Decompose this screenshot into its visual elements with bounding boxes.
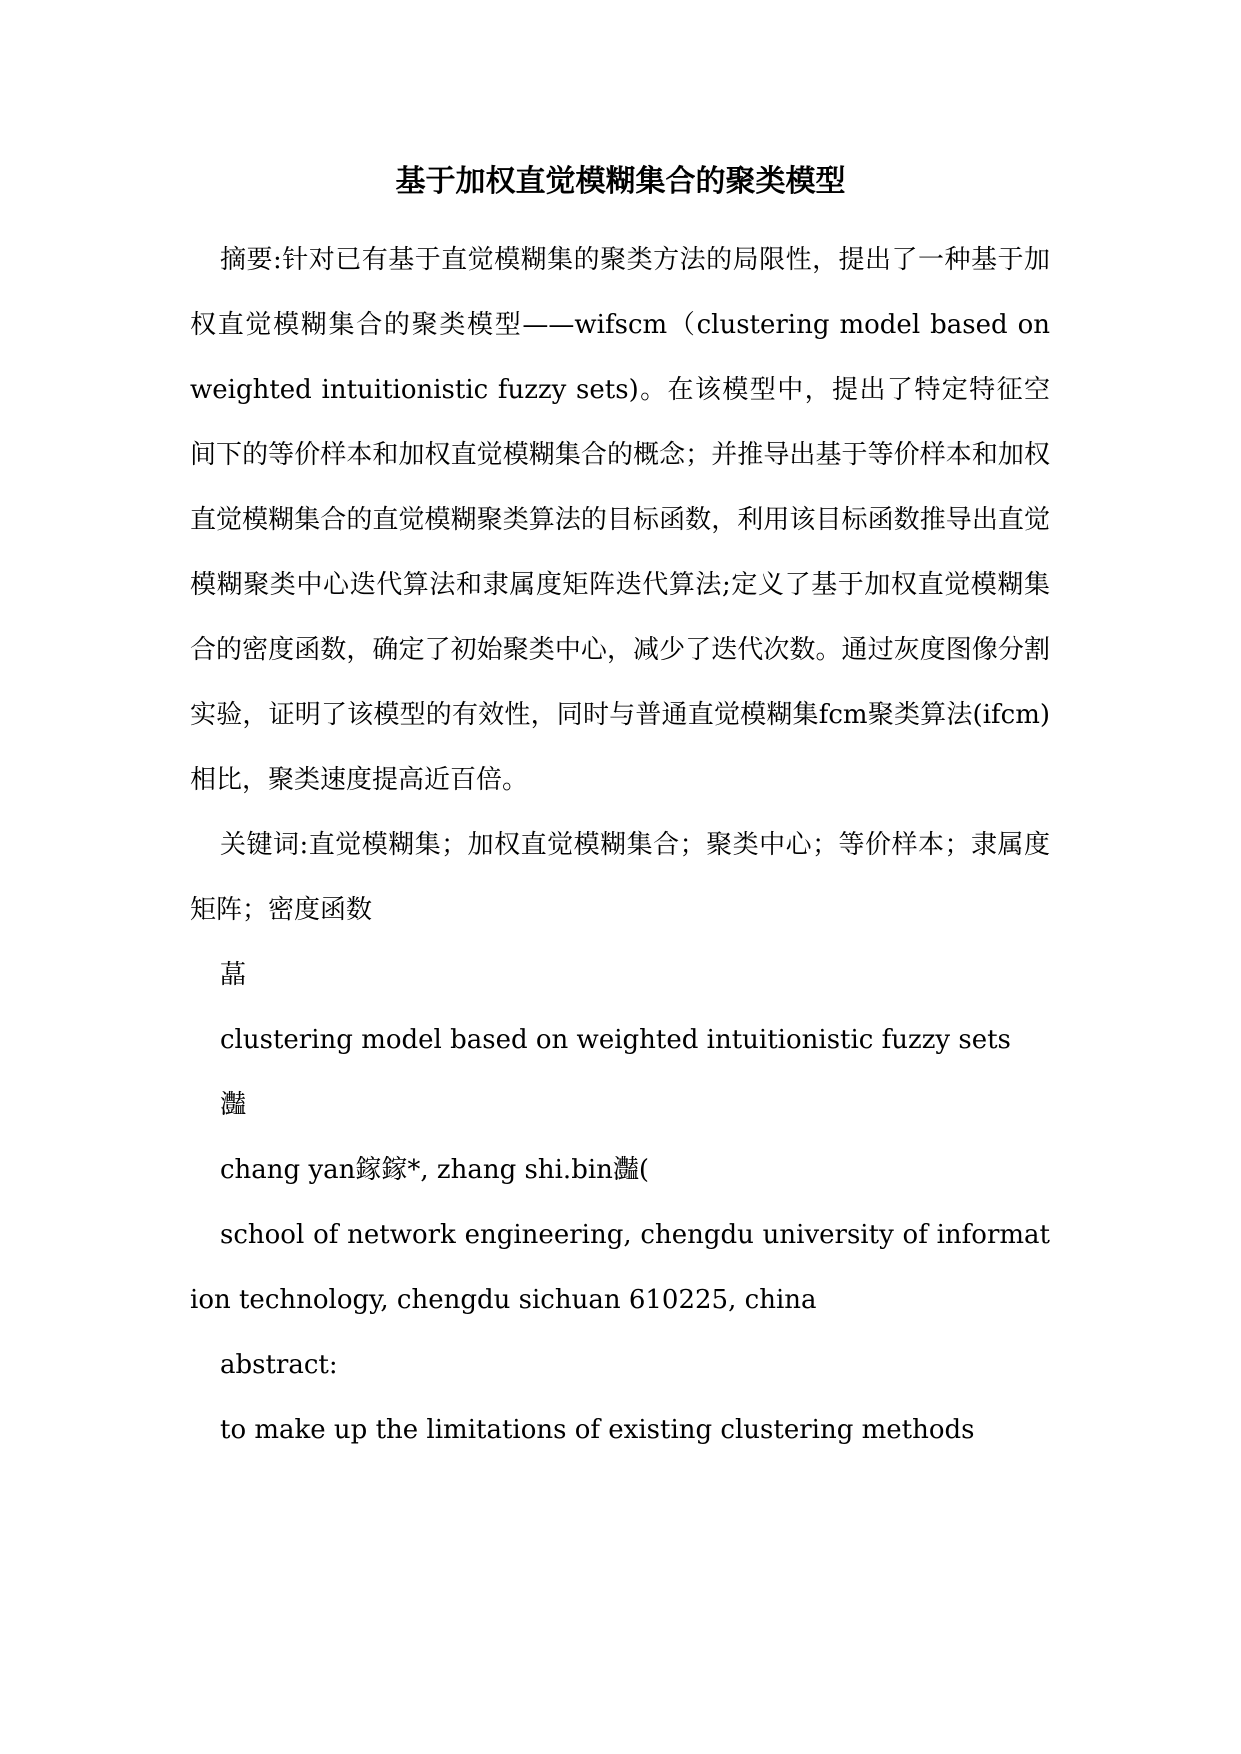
authors: chang yan鎵鎵*, zhang shi.bin灎(	[220, 1155, 650, 1185]
document-title: 基于加权直觉模糊集合的聚类模型	[395, 164, 846, 199]
abstract-heading: abstract:	[220, 1350, 338, 1380]
affiliation: school of network engineering, chengdu university of information technology, chengdu sichuan 610225, china	[190, 1220, 1050, 1315]
garbled-line-1: 蕌	[220, 960, 247, 990]
abstract-paragraph: 摘要:针对已有基于直觉模糊集的聚类方法的局限性，提出了一种基于加权直觉模糊集合的聚类模型——wifscm（clustering model based on weighted intuitionistic fuzzy sets)。在该模型中，提出了特定特征空间下的等价样本和加权直觉模糊集合的概念；并推导出基于等价样本和加权直觉模糊集合的直觉模糊聚类算法的目标函数，利用该目标函数推导出直觉模糊聚类中心迭代算法和隶属度矩阵迭代算法;定义了基于加权直觉模糊集合的密度函数，确定了初始聚类中心，减少了迭代次数。通过灰度图像分割实验，证明了该模型的有效性，同时与普通直觉模糊集fcm聚类算法(ifcm)相比，聚类速度提高近百倍。	[190, 245, 1050, 795]
keywords-paragraph: 关键词:直觉模糊集；加权直觉模糊集合；聚类中心；等价样本；隶属度矩阵；密度函数	[190, 830, 1050, 925]
document-body	[190, 228, 1050, 1463]
abstract-english-start: to make up the limitations of existing clustering methods	[220, 1415, 975, 1445]
english-title: clustering model based on weighted intuitionistic fuzzy sets	[220, 1025, 1011, 1055]
garbled-line-2: 灎	[220, 1090, 247, 1120]
